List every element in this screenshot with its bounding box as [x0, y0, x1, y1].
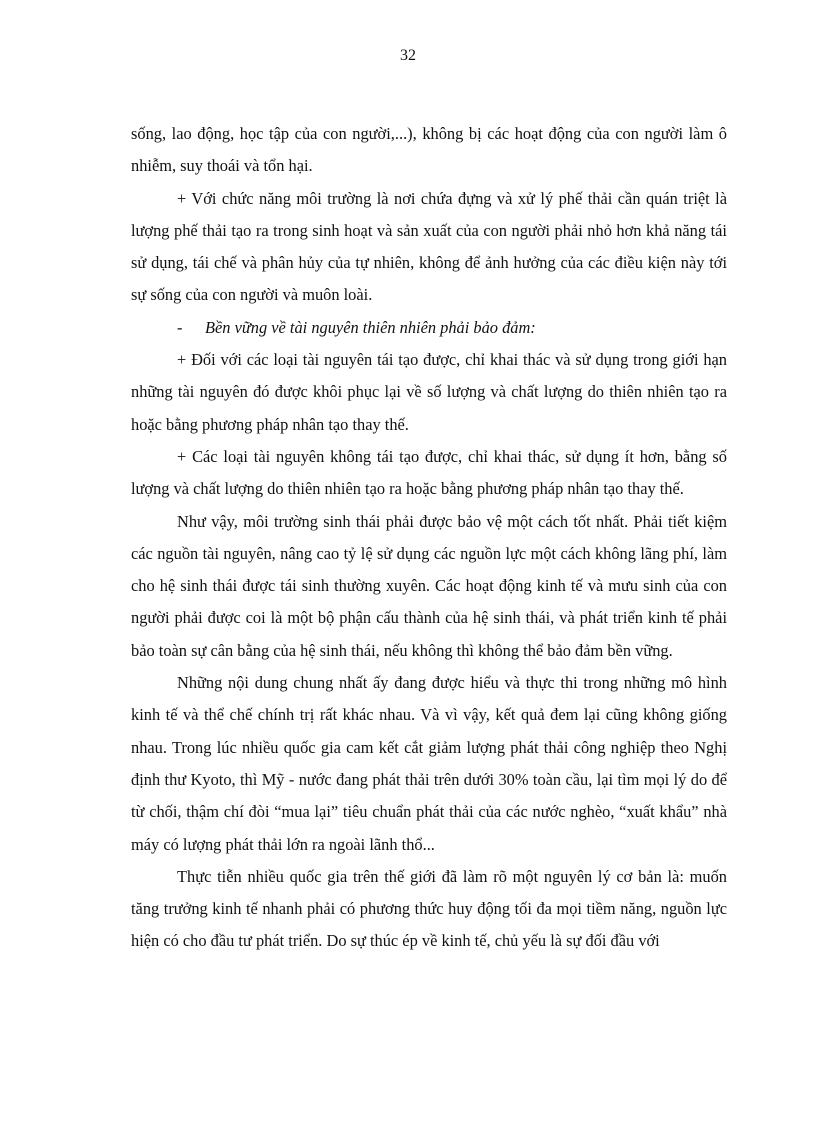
paragraph-6: Như vậy, môi trường sinh thái phải được bảo vệ một cách tốt nhất. Phải tiết kiệm các nguồn tài nguyên, nâng cao tỷ lệ sử dụng các nguồn lực một cách không lãng phí, làm cho hệ sinh thái được tái sinh thường xuyên. Các hoạt động kinh tế và mưu sinh của con người phải được coi là một bộ phận cấu thành của hệ sinh thái, và phát triển kinh tế phải bảo toàn sự cân bằng của hệ sinh thái, nếu không thì không thể bảo đảm bền vững. [131, 511, 727, 660]
list-dash: - [177, 317, 183, 337]
italic-heading-text: Bền vững về tài nguyên thiên nhiên phải bảo đảm: [205, 317, 536, 337]
page-number: 32 [400, 47, 416, 64]
paragraph-3-heading [131, 312, 727, 344]
paragraph-7: Những nội dung chung nhất ấy đang được hiểu và thực thi trong những mô hình kinh tế và thể chế chính trị rất khác nhau. Và vì vậy, kết quả đem lại cũng không giống nhau. Trong lúc nhiều quốc gia cam kết cắt giảm lượng phát thải công nghiệp theo Nghị định thư Kyoto, thì Mỹ - nước đang phát thải trên dưới 30% toàn cầu, lại tìm mọi lý do để từ chối, thậm chí đòi “mua lại” tiêu chuẩn phát thải của các nước nghèo, “xuất khẩu” nhà máy có lượng phát thải lớn ra ngoài lãnh thổ... [131, 673, 727, 854]
paragraph-1: sống, lao động, học tập của con người,...), không bị các hoạt động của con người làm ô nhiễm, suy thoái và tổn hại. [131, 124, 727, 176]
paragraph-5: + Các loại tài nguyên không tái tạo được, chỉ khai thác, sử dụng ít hơn, bằng số lượng và chất lượng do thiên nhiên tạo ra hoặc bằng phương pháp nhân tạo thay thế. [131, 446, 727, 499]
document-body [131, 118, 727, 958]
paragraph-2: + Với chức năng môi trường là nơi chứa đựng và xử lý phế thải cần quán triệt là lượng phế thải tạo ra trong sinh hoạt và sản xuất của con người phải nhỏ hơn khả năng tái sử dụng, tái chế và phân hủy của tự nhiên, không để ảnh hưởng của các điều kiện này tới sự sống của con người và muôn loài. [131, 188, 727, 305]
paragraph-4: + Đối với các loại tài nguyên tái tạo được, chỉ khai thác và sử dụng trong giới hạn những tài nguyên đó được khôi phục lại về số lượng và chất lượng do thiên nhiên tạo ra hoặc bằng phương pháp nhân tạo thay thế. [131, 350, 727, 434]
paragraph-8: Thực tiễn nhiều quốc gia trên thế giới đã làm rõ một nguyên lý cơ bản là: muốn tăng trưởng kinh tế nhanh phải có phương thức huy động tối đa mọi tiềm năng, nguồn lực hiện có cho đầu tư phát triển. Do sự thúc ép về kinh tế, chủ yếu là sự đối đầu với [131, 866, 727, 951]
